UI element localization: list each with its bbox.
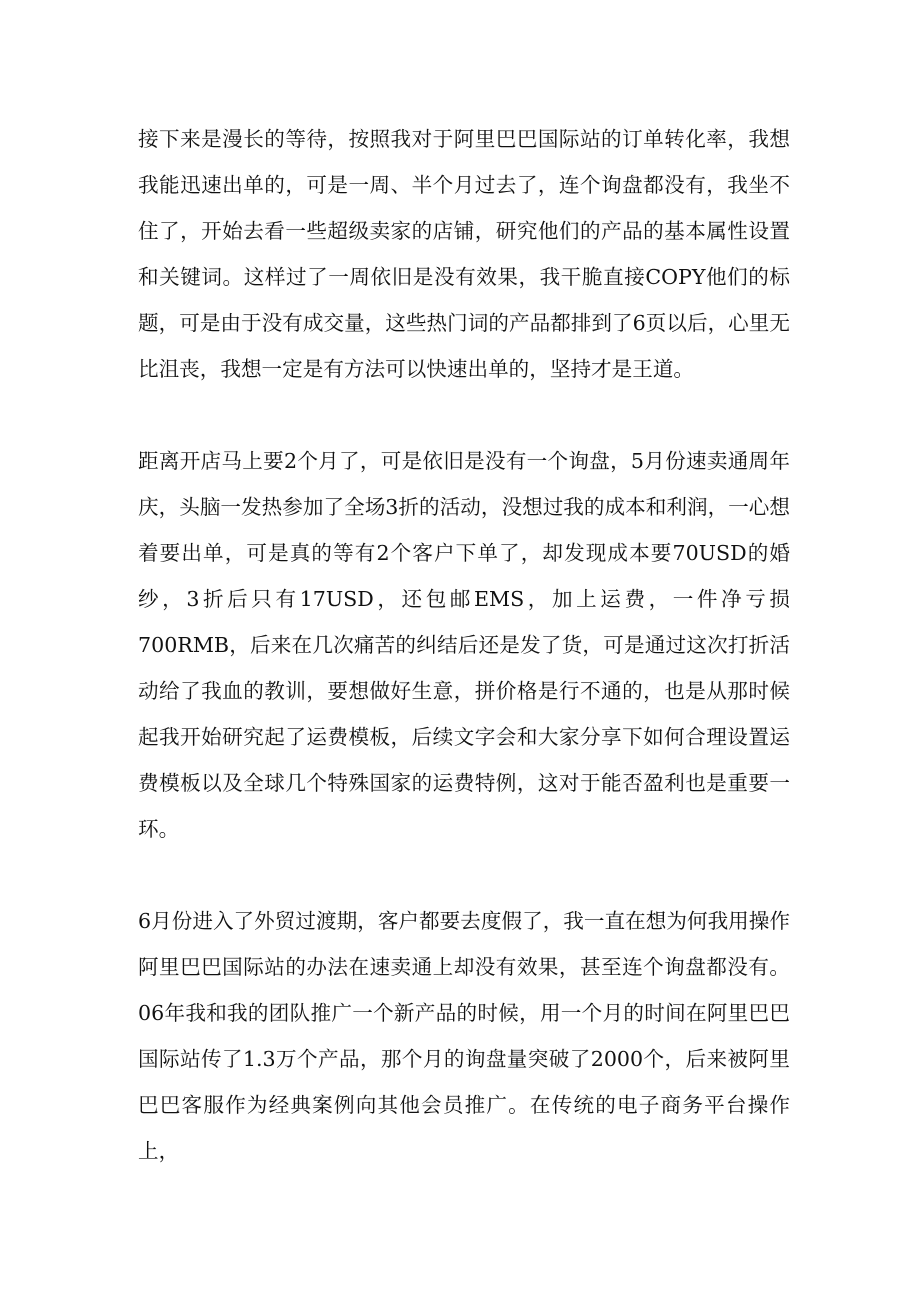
- paragraph-3: 6月份进入了外贸过渡期，客户都要去度假了，我一直在想为何我用操作阿里巴巴国际站的办法在速卖通上却没有效果，甚至连个询盘都没有。06年我和我的团队推广一个新产品的时候，用一个月的时间在阿里巴巴国际站传了1.3万个产品，那个月的询盘量突破了2000个，后来被阿里巴巴客服作为经典案例向其他会员推广。在传统的电子商务平台操作上，: [138, 909, 790, 1163]
- paragraph-2: 距离开店马上要2个月了，可是依旧是没有一个询盘，5月份速卖通周年庆，头脑一发热参加了全场3折的活动，没想过我的成本和利润，一心想着要出单，可是真的等有2个客户下单了，却发现成本要70USD的婚纱，3折后只有17USD，还包邮EMS，加上运费，一件净亏损700RMB，后来在几次痛苦的纠结后还是发了货，可是通过这次打折活动给了我血的教训，要想做好生意，拼价格是行不通的，也是从那时候起我开始研究起了运费模板，后续文字会和大家分享下如何合理设置运费模板以及全球几个特殊国家的运费特例，这对于能否盈利也是重要一环。: [138, 449, 790, 841]
- document-body: [138, 116, 790, 1174]
- paragraph-1: 接下来是漫长的等待，按照我对于阿里巴巴国际站的订单转化率，我想我能迅速出单的，可是一周、半个月过去了，连个询盘都没有，我坐不住了，开始去看一些超级卖家的店铺，研究他们的产品的基本属性设置和关键词。这样过了一周依旧是没有效果，我干脆直接COPY他们的标题，可是由于没有成交量，这些热门词的产品都排到了6页以后，心里无比沮丧，我想一定是有方法可以快速出单的，坚持才是王道。: [138, 127, 790, 381]
